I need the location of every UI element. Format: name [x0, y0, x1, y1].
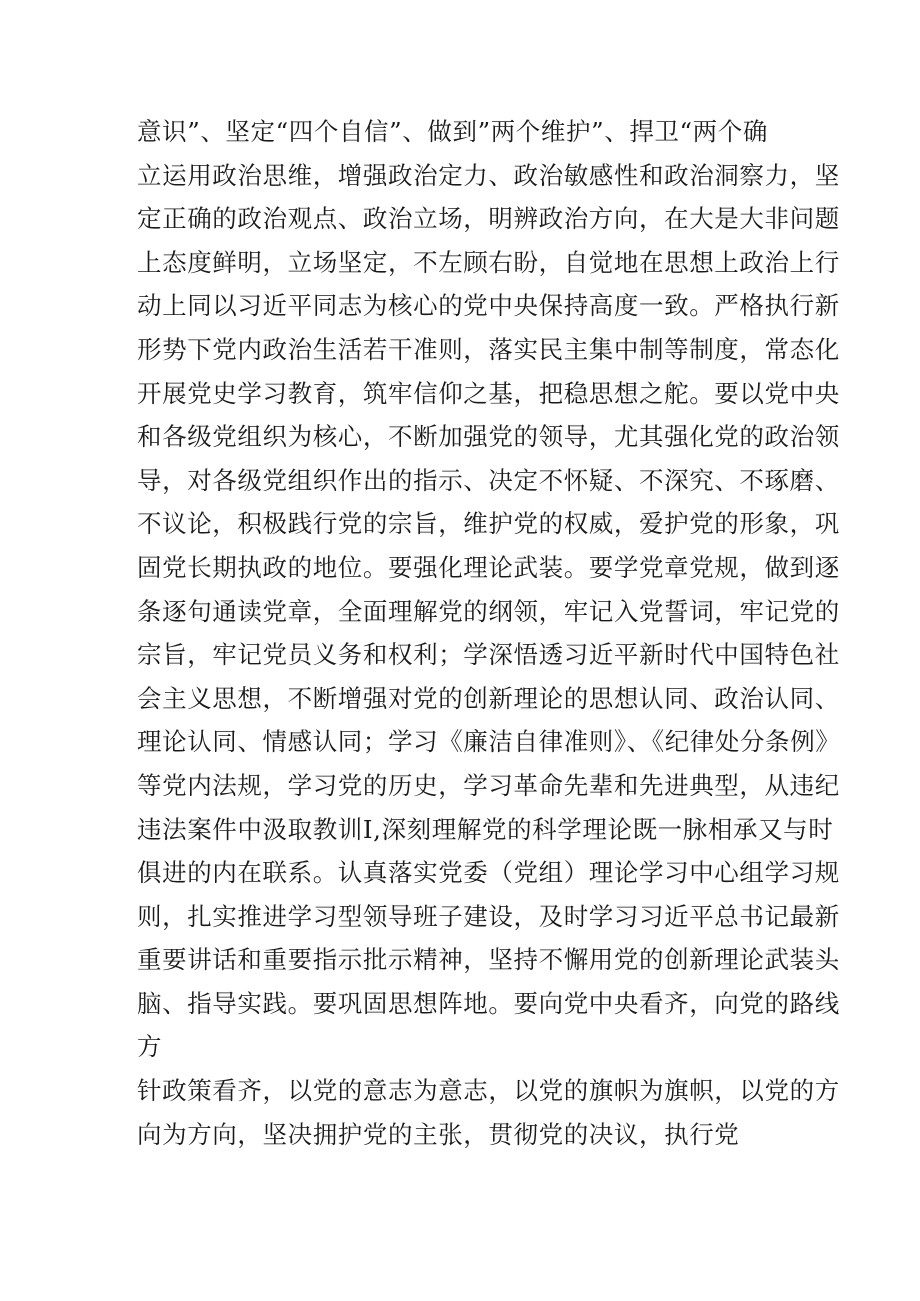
text-line: 不议论，积极践行党的宗旨，维护党的权威，爱护党的形象，巩: [137, 509, 840, 539]
text-line: 条逐句通读党章，全面理解党的纲领，牢记入党誓词，牢记党的: [137, 596, 840, 626]
text-line: 等党内法规，学习党的历史，学习革命先辈和先进典型，从违纪: [137, 770, 840, 800]
text-line: 违法案件中汲取教训I,深刻理解党的科学理论既一脉相承又与时: [137, 814, 834, 844]
document-body-text: [137, 110, 841, 1156]
text-line: 动上同以习近平同志为核心的党中央保持高度一致。严格执行新: [137, 291, 840, 321]
text-line: 脑、指导实践。要巩固思想阵地。要向党中央看齐，向党的路线: [137, 988, 840, 1018]
text-line: 固党长期执政的地位。要强化理论武装。要学党章党规，做到逐: [137, 552, 840, 582]
text-line: 针政策看齐，以党的意志为意志，以党的旗帜为旗帜，以党的方: [137, 1076, 840, 1106]
text-line: 重要讲话和重要指示批示精神，坚持不懈用党的创新理论武装头: [137, 945, 840, 975]
text-line: 向为方向，坚决拥护党的主张，贯彻党的决议，执行党: [137, 1119, 740, 1149]
text-line: 导，对各级党组织作出的指示、决定不怀疑、不深究、不琢磨、: [137, 465, 840, 495]
text-line: 会主义思想，不断增强对党的创新理论的思想认同、政治认同、: [137, 683, 840, 713]
text-line: 形势下党内政治生活若干准则，落实民主集中制等制度，常态化: [137, 334, 840, 364]
text-line: 则，扎实推进学习型领导班子建设，及时学习习近平总书记最新: [137, 901, 840, 931]
text-line: 上态度鲜明，立场坚定，不左顾右盼，自觉地在思想上政治上行: [137, 247, 840, 277]
text-line: 立运用政治思维，增强政治定力、政治敏感性和政治洞察力，坚: [137, 160, 840, 190]
text-line: 定正确的政治观点、政治立场，明辨政治方向，在大是大非问题: [137, 204, 840, 234]
text-line: 俱进的内在联系。认真落实党委（党组）理论学习中心组学习规: [137, 858, 840, 888]
text-line: 理论认同、情感认同；学习《廉洁自律准则》、《纪律处分条例》: [137, 727, 841, 757]
text-line: 和各级党组织为核心，不断加强党的领导，尤其强化党的政治领: [137, 422, 840, 452]
text-line: 意识”、坚定“四个自信”、做到”两个维护”、捍卫“两个确: [137, 117, 768, 146]
text-line: 方: [137, 1032, 163, 1062]
text-line: 开展党史学习教育，筑牢信仰之基，把稳思想之舵。要以党中央: [137, 378, 840, 408]
text-line: 宗旨，牢记党员义务和权利；学深悟透习近平新时代中国特色社: [137, 640, 840, 670]
